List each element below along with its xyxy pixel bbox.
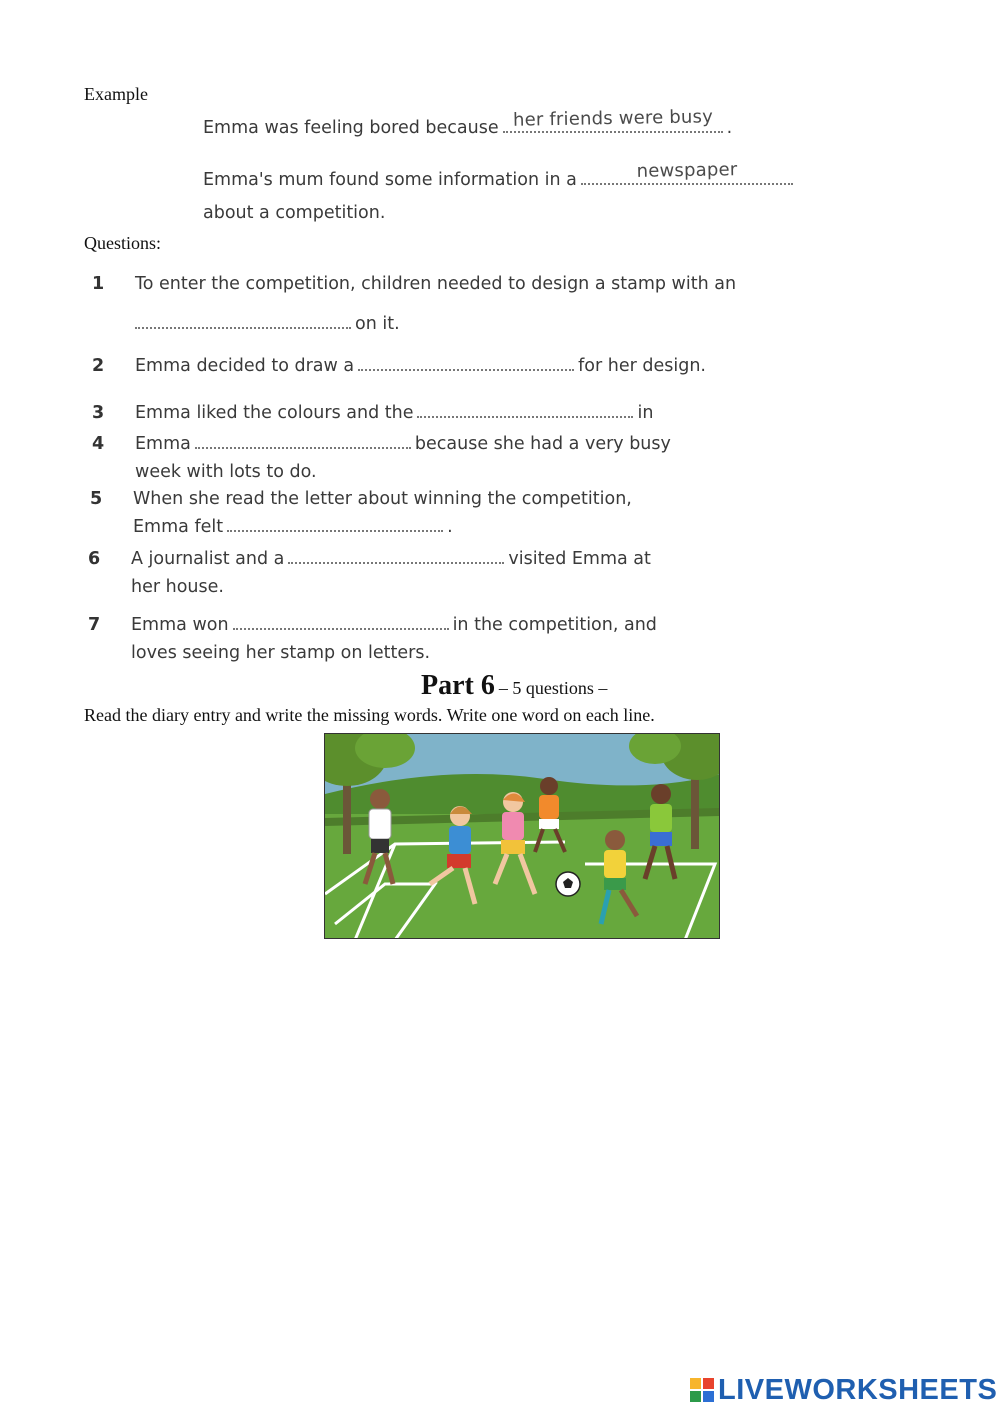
question-5-text-after: . bbox=[447, 517, 453, 537]
questions-heading: Questions: bbox=[84, 233, 162, 253]
example-1-end: . bbox=[726, 118, 733, 138]
question-1-answer-blank[interactable] bbox=[135, 315, 351, 329]
question-7-number: 7 bbox=[88, 615, 101, 635]
liveworksheets-logo-icon bbox=[690, 1378, 714, 1402]
football-illustration bbox=[324, 733, 720, 939]
question-4-answer-blank[interactable] bbox=[195, 435, 411, 449]
question-6-answer-blank[interactable] bbox=[288, 550, 504, 564]
question-2-number: 2 bbox=[92, 356, 105, 376]
question-7-line2: loves seeing her stamp on letters. bbox=[131, 643, 431, 663]
example-sentence-1 bbox=[203, 106, 733, 138]
question-6-text-before: A journalist and a bbox=[131, 549, 285, 569]
question-6-number: 6 bbox=[88, 549, 101, 569]
question-3-text-before: Emma liked the colours and the bbox=[135, 403, 414, 423]
question-2-text bbox=[135, 356, 706, 376]
example-2-answer: newspaper bbox=[636, 159, 738, 182]
question-4-line2: week with lots to do. bbox=[135, 462, 317, 482]
part6-instructions: Read the diary entry and write the missing words. Write one word on each line. bbox=[84, 705, 655, 725]
example-heading: Example bbox=[84, 84, 148, 104]
liveworksheets-logo bbox=[690, 1373, 997, 1407]
question-7-text-before: Emma won bbox=[131, 615, 229, 635]
question-1-number: 1 bbox=[92, 274, 105, 294]
question-4-text-after: because she had a very busy bbox=[414, 434, 671, 454]
example-2-text: Emma's mum found some information in a bbox=[203, 170, 577, 190]
question-2-text-after: for her design. bbox=[578, 356, 706, 376]
football bbox=[556, 872, 580, 896]
question-1-line2 bbox=[131, 314, 400, 334]
question-2-text-before: Emma decided to draw a bbox=[135, 356, 355, 376]
question-5-number: 5 bbox=[90, 489, 103, 509]
example-1-answer-line bbox=[503, 106, 723, 133]
question-6-text-after: visited Emma at bbox=[508, 549, 651, 569]
question-7-answer-blank[interactable] bbox=[233, 616, 449, 630]
question-5-line2 bbox=[133, 517, 453, 537]
question-1-text-after: on it. bbox=[355, 314, 400, 334]
example-2-answer-line bbox=[581, 159, 793, 185]
liveworksheets-logo-text: LIVEWORKSHEETS bbox=[718, 1373, 998, 1406]
question-1-text: To enter the competition, children needed to design a stamp with an bbox=[135, 274, 737, 294]
question-6-line2: her house. bbox=[131, 577, 224, 597]
question-4-number: 4 bbox=[92, 434, 105, 454]
question-3-number: 3 bbox=[92, 403, 105, 423]
question-7-text-after: in the competition, and bbox=[452, 615, 657, 635]
question-4-text bbox=[135, 434, 671, 454]
question-4-text-before: Emma bbox=[135, 434, 191, 454]
part6-heading bbox=[421, 670, 607, 702]
question-3-text-after: in bbox=[637, 403, 654, 423]
question-3-answer-blank[interactable] bbox=[417, 404, 633, 418]
question-5-answer-blank[interactable] bbox=[227, 518, 443, 532]
question-2-answer-blank[interactable] bbox=[358, 357, 574, 371]
example-sentence-2 bbox=[203, 159, 797, 190]
question-7-text bbox=[131, 615, 657, 635]
question-3-text bbox=[135, 403, 653, 423]
part6-title: Part 6 bbox=[421, 670, 495, 701]
question-5-line2-before: Emma felt bbox=[133, 517, 224, 537]
part6-subtitle: – 5 questions – bbox=[498, 678, 608, 698]
example-1-text: Emma was feeling bored because bbox=[203, 118, 499, 138]
example-2-line2: about a competition. bbox=[203, 203, 386, 223]
football-scene-svg bbox=[325, 734, 720, 939]
question-5-text: When she read the letter about winning the competition, bbox=[133, 489, 632, 509]
example-1-answer: her friends were busy bbox=[512, 106, 713, 131]
question-6-text bbox=[131, 549, 651, 569]
